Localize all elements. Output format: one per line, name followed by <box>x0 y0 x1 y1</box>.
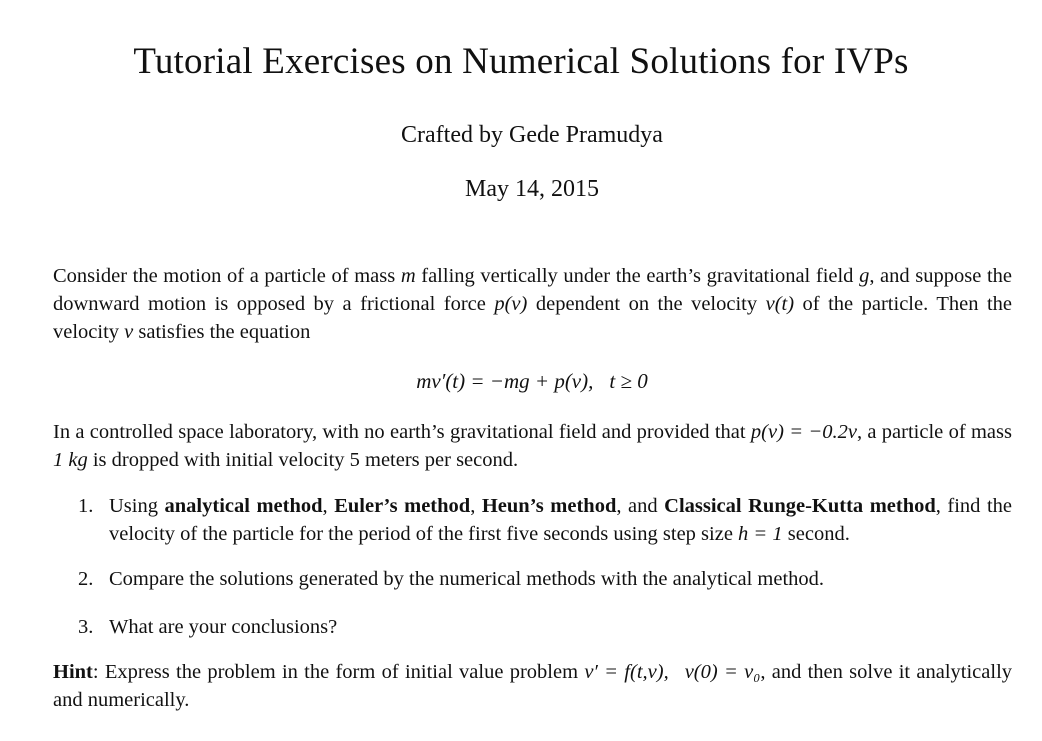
task-item-1 <box>78 492 1012 548</box>
scenario-paragraph: In a controlled space laboratory, with no earth’s gravitational field and provided that p(v) = −0.2v, a particle of mass 1 kg is dropped with initial velocity 5 meters per second. <box>53 421 1012 471</box>
gravity-symbol: g <box>859 265 870 287</box>
task-number: 1. <box>78 495 94 517</box>
friction-function: p(v) <box>494 293 528 315</box>
ode-equation: mv′(t) = −mg + p(v), t ≥ 0 <box>416 369 648 393</box>
velocity-symbol: v <box>124 321 134 343</box>
task-text: Compare the solutions generated by the numerical methods with the analytical method. <box>109 568 825 590</box>
mass-symbol: m <box>400 265 416 287</box>
task-text: What are your conclusions? <box>109 616 338 638</box>
ivp-form: v′ = f(t,v), <box>584 661 669 683</box>
particle-mass: 1 kg <box>53 449 88 471</box>
task-item-2 <box>78 565 1012 593</box>
document-title: Tutorial Exercises on Numerical Solutions for IVPs <box>133 41 909 82</box>
step-size: h = 1 <box>738 523 783 545</box>
document-date: May 14, 2015 <box>465 176 599 202</box>
hint-label: Hint <box>53 661 93 683</box>
task-number: 2. <box>78 568 94 590</box>
velocity-function: v(t) <box>765 293 795 315</box>
task-text: Using analytical method, Euler’s method, Heun’s method, and Classical Runge-Kutta method, find the velocity of the particle for the period of the first five seconds using step size h = 1 second. <box>109 495 1013 545</box>
hint-paragraph: Hint: Express the problem in the form of initial value problem v′ = f(t,v), v(0) = v₀, and then solve it analytically and numerically. <box>53 661 1013 711</box>
author-line: Crafted by Gede Pramudya <box>401 122 663 148</box>
task-number: 3. <box>78 616 94 638</box>
problem-paragraph: Consider the motion of a particle of mass m falling vertically under the earth’s gravitational field g, and suppose the downward motion is opposed by a frictional force p(v) dependent on the velocity v(t) of the particle. Then the velocity v satisfies the equation <box>53 265 1012 343</box>
task-item-3 <box>78 613 1012 641</box>
friction-expression: p(v) = −0.2v <box>750 421 857 443</box>
initial-condition: v(0) = v₀ <box>684 661 761 683</box>
